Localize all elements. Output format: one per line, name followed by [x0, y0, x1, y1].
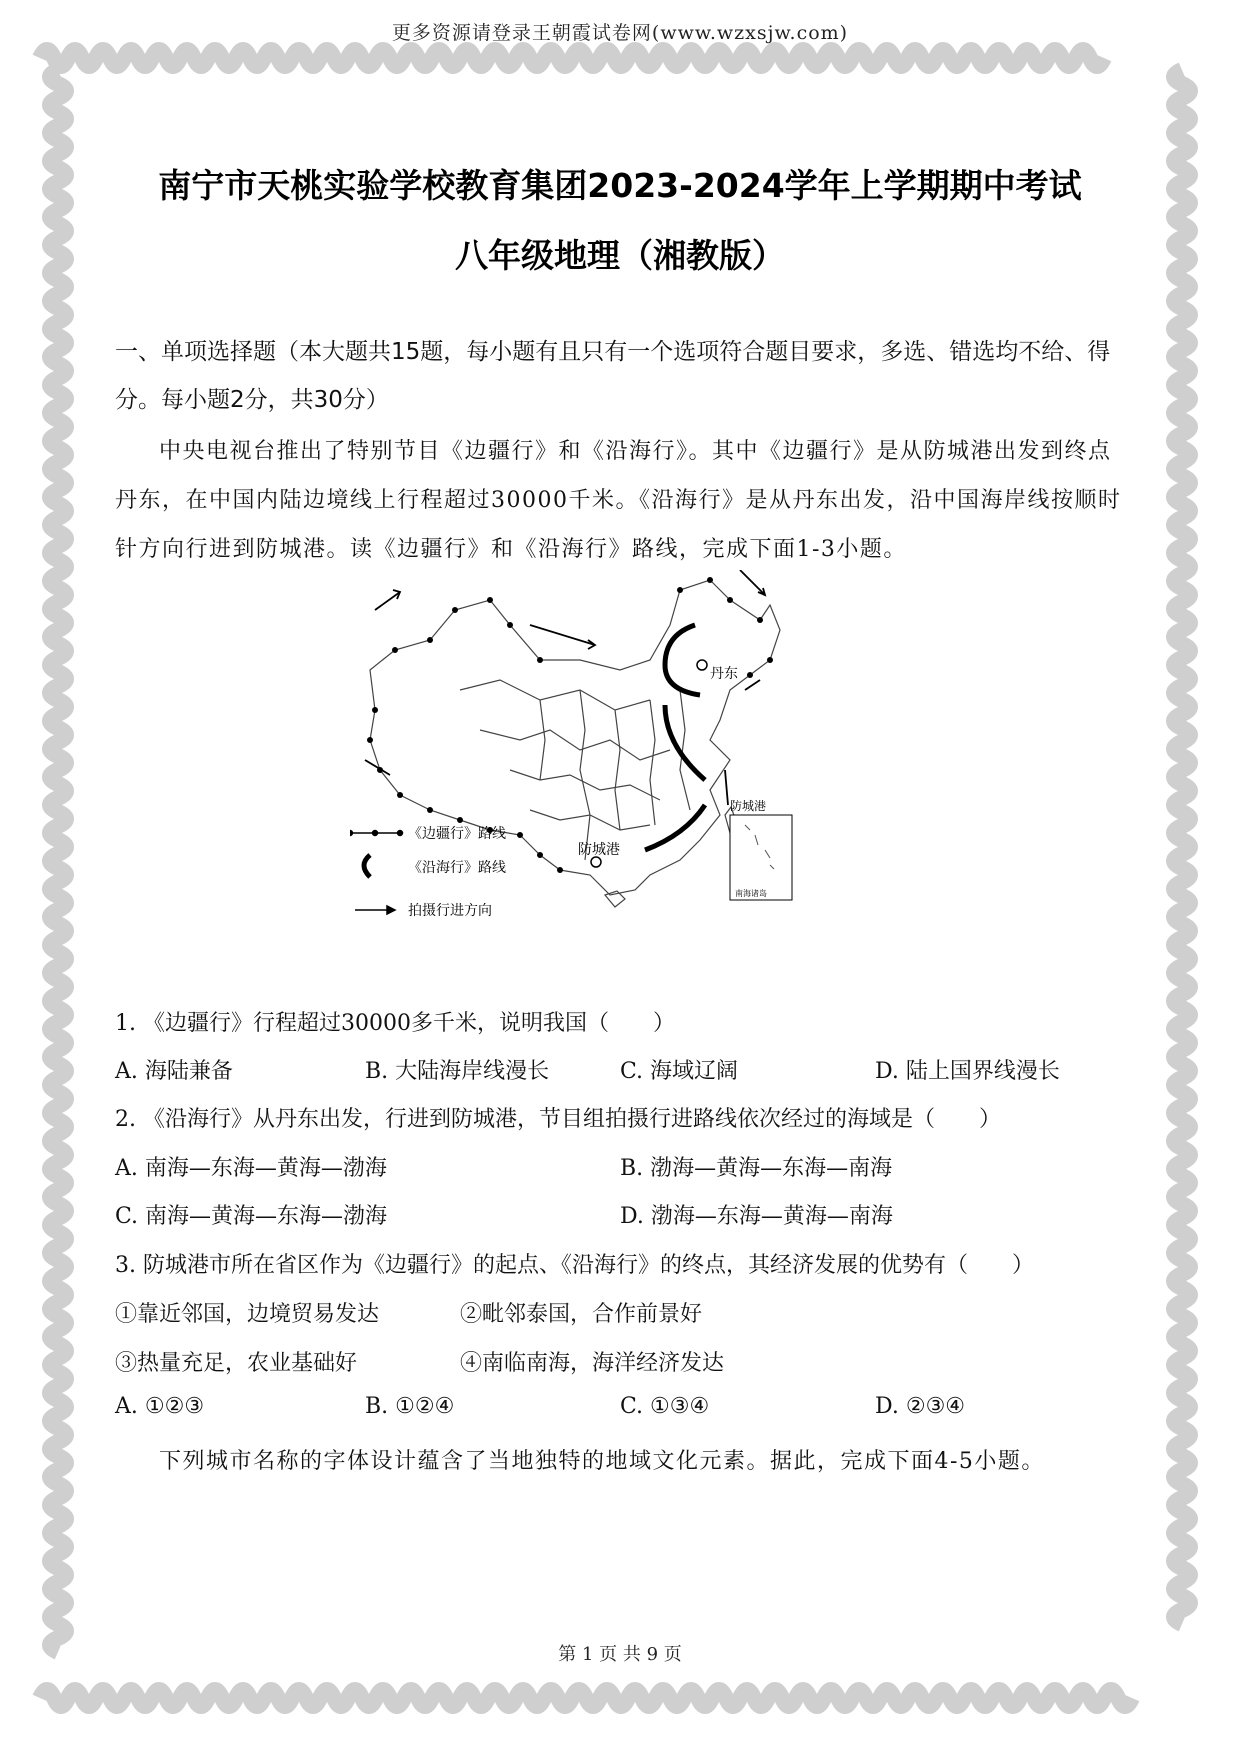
q1-option-a: A. 海陆兼备: [115, 1059, 233, 1084]
inset-fangchenggang-label: 防城港: [730, 799, 767, 813]
legend-direction: 拍摄行进方向: [408, 903, 492, 919]
q3-statement-4: ④南临南海，海洋经济发达: [460, 1351, 725, 1376]
q2-option-d: D. 渤海—东海—黄海—南海: [620, 1204, 893, 1229]
q2-stem: 2. 《沿海行》从丹东出发，行进到防城港，节目组拍摄行进路线依次经过的海域是（ ）: [115, 1107, 1001, 1132]
q3-statement-3: ③热量充足，农业基础好: [115, 1351, 358, 1376]
q1-option-b: B. 大陆海岸线漫长: [365, 1059, 550, 1084]
section-heading: 一、单项选择题（本大题共15题，每小题有且只有一个选项符合题目要求，多选、错选均不给、得分。每小题2分，共30分）: [115, 339, 1111, 413]
q1-stem: 1. 《边疆行》行程超过30000多千米，说明我国（ ）: [115, 1011, 675, 1036]
legend-border-route: 《边疆行》路线: [408, 826, 506, 842]
q3-option-c: C. ①③④: [620, 1394, 710, 1419]
q1-option-d: D. 陆上国界线漫长: [875, 1059, 1060, 1084]
q3-option-a: A. ①②③: [115, 1394, 205, 1419]
passage-2: 下列城市名称的字体设计蕴含了当地独特的地域文化元素。据此，完成下面4-5小题。: [159, 1449, 1045, 1474]
dandong-label: 丹东: [710, 666, 738, 682]
inset-caption: 南海诸岛: [735, 889, 767, 898]
q2-option-b: B. 渤海—黄海—东海—南海: [620, 1156, 893, 1181]
q3-stem: 3. 防城港市所在省区作为《边疆行》的起点、《沿海行》的终点，其经济发展的优势有（ ）: [115, 1253, 1034, 1278]
q3-option-d: D. ②③④: [875, 1394, 966, 1419]
page-number: 第 1 页 共 9 页: [558, 1644, 682, 1665]
exam-subtitle: 八年级地理（湘教版）: [455, 236, 785, 275]
q2-option-a: A. 南海—东海—黄海—渤海: [115, 1156, 387, 1181]
fangchenggang-label: 防城港: [578, 842, 620, 858]
site-banner: 更多资源请登录王朝霞试卷网(www.wzxsjw.com): [391, 22, 849, 44]
exam-title: 南宁市天桃实验学校教育集团2023-2024学年上学期期中考试: [158, 166, 1082, 205]
china-route-map: [350, 570, 890, 995]
q3-option-b: B. ①②④: [365, 1394, 455, 1419]
legend-coast-route: 《沿海行》路线: [408, 860, 506, 876]
passage-1: 中央电视台推出了特别节目《边疆行》和《沿海行》。其中《边疆行》是从防城港出发到终点丹东，在中国内陆边境线上行程超过30000千米。《沿海行》是从丹东出发，沿中国海岸线按顺时针方向行进到防城港。读《边疆行》和《沿海行》路线，完成下面1-3小题。: [115, 439, 1122, 562]
q1-option-c: C. 海域辽阔: [620, 1059, 739, 1084]
q3-statement-2: ②毗邻泰国，合作前景好: [460, 1302, 703, 1327]
q3-statement-1: ①靠近邻国，边境贸易发达: [115, 1302, 380, 1327]
q2-option-c: C. 南海—黄海—东海—渤海: [115, 1204, 388, 1229]
